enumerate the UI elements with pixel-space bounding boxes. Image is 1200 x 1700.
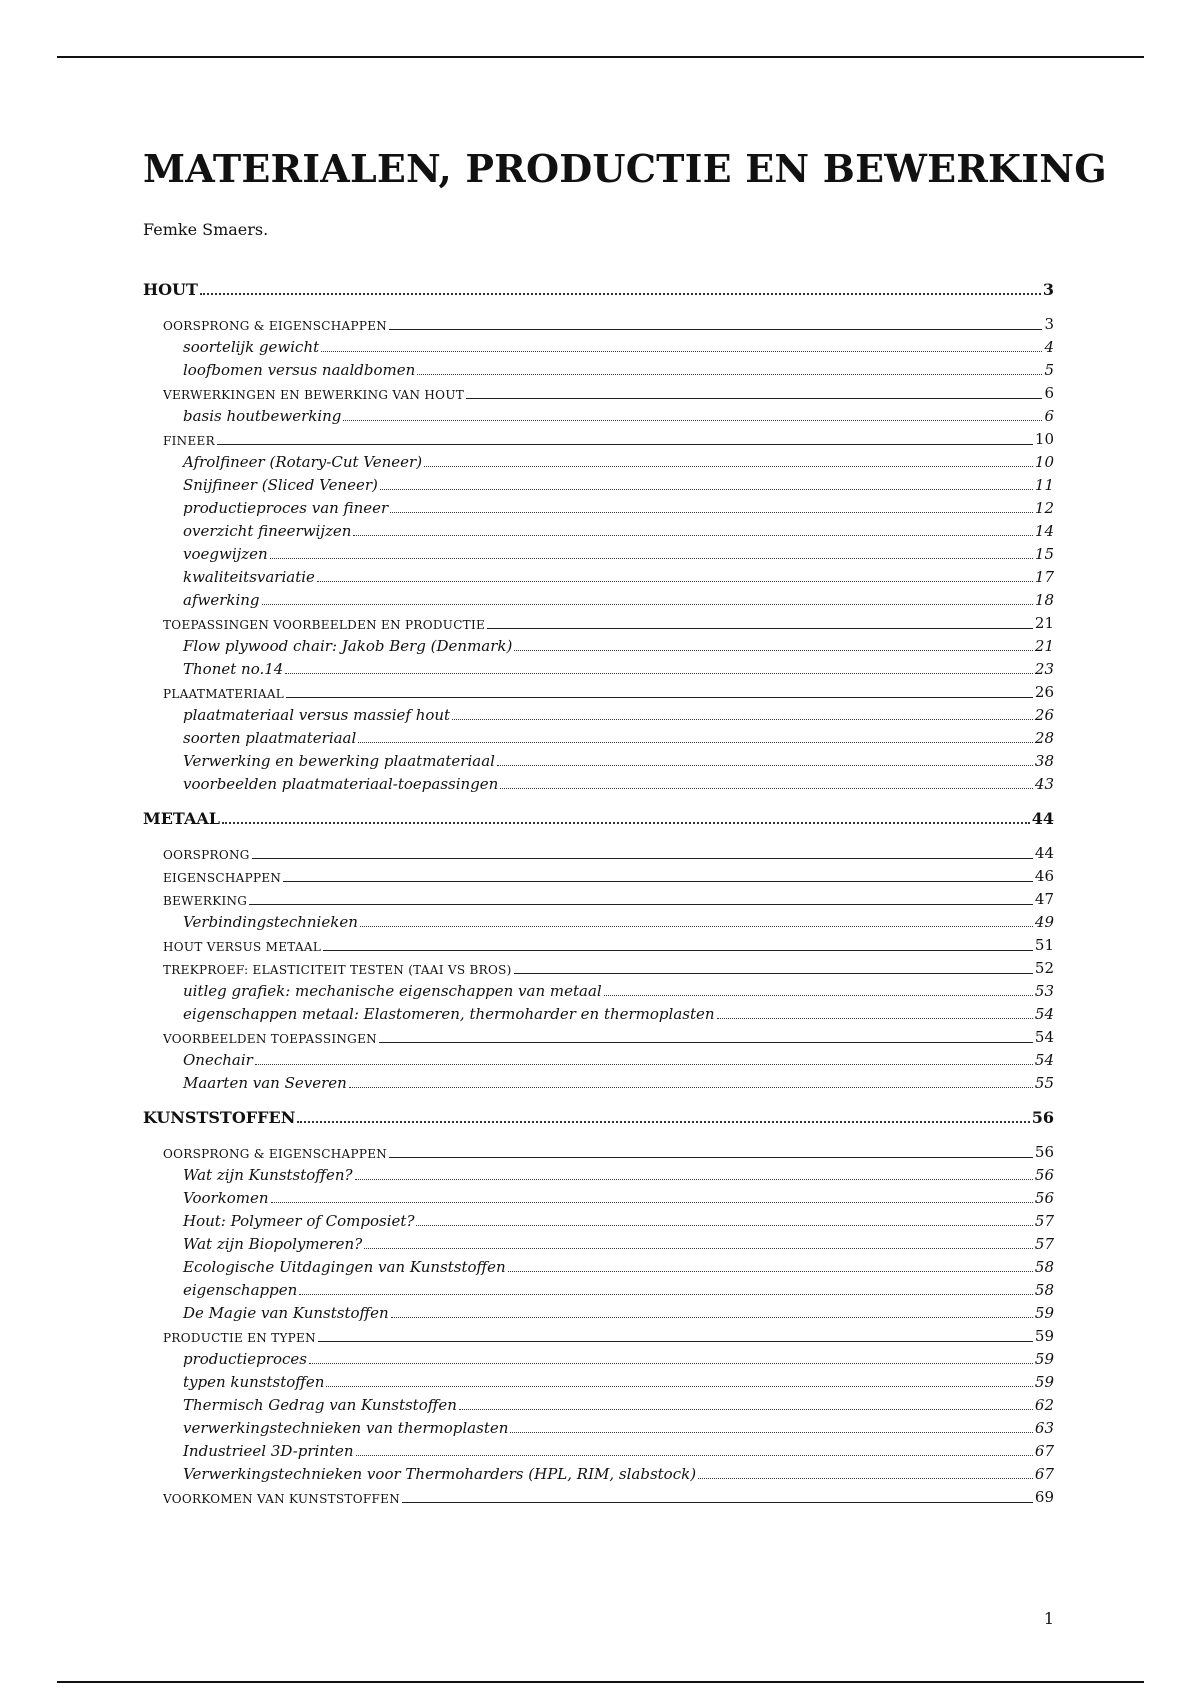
toc-entry-title: overzicht fineerwijzen [183,522,352,540]
toc-entry-page: 11 [1034,476,1054,494]
toc-entry-title: KUNSTSTOFFEN [143,1108,296,1127]
toc-entry-title: basis houtbewerking [183,407,342,425]
toc-entry-page: 52 [1034,959,1054,977]
toc-leader [309,1363,1033,1364]
toc-entry[interactable] [163,931,1054,953]
toc-entry-page: 44 [1031,809,1054,828]
toc-entry-page: 26 [1034,683,1054,701]
toc-entry[interactable] [163,839,1054,861]
toc-entry-title: uitleg grafiek: mechanische eigenschappen van metaal [183,982,602,1000]
toc-entry-page: 53 [1034,982,1054,1000]
toc-entry[interactable] [183,471,1054,493]
toc-leader [402,1502,1033,1503]
toc-entry[interactable] [163,1023,1054,1045]
toc-entry[interactable] [183,1414,1054,1436]
toc-entry-title: EIGENSCHAPPEN [163,871,282,885]
toc-entry[interactable] [163,1483,1054,1505]
toc-entry-page: 63 [1034,1419,1054,1437]
toc-entry-page: 18 [1034,591,1054,609]
toc-leader [459,1409,1033,1410]
toc-entry[interactable] [183,655,1054,677]
toc-entry[interactable] [183,1276,1054,1298]
toc-leader [323,950,1033,951]
toc-entry[interactable] [183,701,1054,723]
toc-entry[interactable] [183,402,1054,424]
toc-entry-title: FINEER [163,434,215,448]
toc-entry-page: 47 [1034,890,1054,908]
toc-entry[interactable] [183,977,1054,999]
toc-entry-page: 59 [1034,1350,1054,1368]
toc-entry[interactable] [163,885,1054,907]
toc-entry-page: 3 [1044,315,1054,333]
toc-entry-page: 57 [1034,1235,1054,1253]
toc-entry-title: Industrieel 3D-printen [183,1442,354,1460]
toc-entry-title: VOORBEELDEN TOEPASSINGEN [163,1032,377,1046]
toc-entry-page: 59 [1034,1304,1054,1322]
toc-leader [297,1121,1029,1123]
toc-leader [717,1018,1033,1019]
toc-entry-page: 15 [1034,545,1054,563]
toc-entry[interactable] [183,540,1054,562]
toc-entry-title: HOUT [143,280,198,299]
toc-leader [358,742,1033,743]
toc-entry-page: 38 [1034,752,1054,770]
toc-entry[interactable] [163,609,1054,631]
toc-entry-title: soortelijk gewicht [183,338,320,356]
toc-entry-title: TOEPASSINGEN VOORBEELDEN EN PRODUCTIE [163,618,486,632]
toc-leader [249,904,1033,905]
toc-leader [262,604,1033,605]
toc-entry-title: kwaliteitsvariatie [183,568,315,586]
toc-entry[interactable] [163,425,1054,447]
toc-leader [514,973,1033,974]
toc-entry[interactable] [183,1345,1054,1367]
toc-entry-title: Wat zijn Biopolymeren? [183,1235,363,1253]
toc-entry-title: eigenschappen [183,1281,298,1299]
toc-leader [353,535,1032,536]
toc-entry-title: Voorkomen [183,1189,269,1207]
toc-entry[interactable] [183,1253,1054,1275]
toc-leader [698,1478,1033,1479]
toc-leader [514,650,1033,651]
toc-entry-title: typen kunststoffen [183,1373,325,1391]
toc-entry-title: De Magie van Kunststoffen [183,1304,389,1322]
toc-leader [356,1455,1033,1456]
toc-entry-page: 46 [1034,867,1054,885]
toc-leader [379,1042,1033,1043]
toc-entry[interactable] [183,333,1054,355]
toc-entry[interactable] [163,379,1054,401]
toc-entry-title: plaatmateriaal versus massief hout [183,706,451,724]
toc-leader [252,858,1033,859]
toc-leader [466,398,1042,399]
toc-entry-page: 56 [1034,1143,1054,1161]
toc-entry-page: 10 [1034,453,1054,471]
toc-entry-title: productieproces van fineer [183,499,389,517]
toc-leader [217,444,1033,445]
toc-entry-page: 6 [1044,384,1054,402]
toc-entry-title: Afrolfineer (Rotary-Cut Veneer) [183,453,423,471]
toc-entry-title: Flow plywood chair: Jakob Berg (Denmark) [183,637,513,655]
toc-entry[interactable] [183,517,1054,539]
toc-entry-title: BEWERKING [163,894,248,908]
toc-leader [270,558,1033,559]
toc-entry[interactable] [183,1437,1054,1459]
toc-entry-page: 6 [1044,407,1054,425]
toc-entry-title: soorten plaatmateriaal [183,729,357,747]
toc-entry-page: 49 [1034,913,1054,931]
toc-entry-title: VERWERKINGEN EN BEWERKING VAN HOUT [163,388,465,402]
toc-leader [286,697,1033,698]
toc-entry[interactable] [143,276,1054,298]
toc-entry-page: 51 [1034,936,1054,954]
toc-entry[interactable] [183,1299,1054,1321]
toc-entry-page: 56 [1031,1108,1054,1127]
toc-entry-page: 28 [1034,729,1054,747]
toc-entry-title: OORSPRONG & EIGENSCHAPPEN [163,1147,388,1161]
toc-entry-page: 67 [1034,1442,1054,1460]
toc-entry-page: 5 [1044,361,1054,379]
toc-entry[interactable] [183,1046,1054,1068]
toc-entry[interactable] [183,724,1054,746]
toc-entry[interactable] [183,1391,1054,1413]
toc-entry-title: Verwerkingstechnieken voor Thermoharders (HPL, RIM, slabstock) [183,1465,697,1483]
toc-entry-title: Thonet no.14 [183,660,284,678]
toc-leader [487,628,1033,629]
toc-entry-title: HOUT VERSUS METAAL [163,940,322,954]
toc-entry-page: 17 [1034,568,1054,586]
toc-entry-page: 4 [1044,338,1054,356]
toc-leader [604,995,1033,996]
toc-entry-title: Ecologische Uitdagingen van Kunststoffen [183,1258,506,1276]
toc-leader [222,822,1030,824]
toc-entry-page: 21 [1034,637,1054,655]
toc-leader [317,581,1033,582]
toc-entry[interactable] [183,586,1054,608]
toc-leader [285,673,1033,674]
toc-entry-page: 62 [1034,1396,1054,1414]
toc-entry[interactable] [183,1069,1054,1091]
toc-entry-page: 59 [1034,1327,1054,1345]
toc-entry[interactable] [183,1368,1054,1390]
toc-entry[interactable] [183,1460,1054,1482]
toc-entry-title: PRODUCTIE EN TYPEN [163,1331,316,1345]
toc-entry[interactable] [143,805,1054,827]
toc-leader [389,329,1042,330]
toc-leader [299,1294,1033,1295]
toc-leader [452,719,1033,720]
toc-entry-page: 59 [1034,1373,1054,1391]
toc-entry-title: voegwijzen [183,545,268,563]
toc-entry-title: productieproces [183,1350,307,1368]
toc-leader [417,374,1042,375]
toc-entry[interactable] [183,908,1054,930]
toc-entry[interactable] [183,448,1054,470]
toc-entry-title: Verbindingstechnieken [183,913,358,931]
toc-entry-title: Maarten van Severen [183,1074,347,1092]
document-title: MATERIALEN, PRODUCTIE EN BEWERKING [143,146,1107,191]
toc-entry[interactable] [183,1230,1054,1252]
toc-entry[interactable] [163,954,1054,976]
toc-entry-page: 3 [1042,280,1054,299]
toc-leader [326,1386,1032,1387]
toc-leader [360,926,1033,927]
toc-entry[interactable] [163,310,1054,332]
toc-entry-page: 23 [1034,660,1054,678]
toc-entry[interactable] [183,632,1054,654]
toc-entry[interactable] [183,1184,1054,1206]
toc-entry-page: 56 [1034,1189,1054,1207]
toc-entry-page: 12 [1034,499,1054,517]
toc-entry-title: voorbeelden plaatmateriaal-toepassingen [183,775,499,793]
author-name: Femke Smaers. [143,220,269,239]
toc-entry-title: Hout: Polymeer of Composiet? [183,1212,415,1230]
toc-entry[interactable] [163,862,1054,884]
toc-entry-page: 10 [1034,430,1054,448]
toc-entry[interactable] [163,1322,1054,1344]
page-number: 1 [1043,1609,1054,1628]
toc-entry[interactable] [183,747,1054,769]
toc-leader [389,1157,1033,1158]
toc-leader [321,351,1042,352]
toc-leader [497,765,1033,766]
toc-entry[interactable] [183,1161,1054,1183]
toc-entry-page: 21 [1034,614,1054,632]
toc-entry-page: 56 [1034,1166,1054,1184]
toc-entry-page: 14 [1034,522,1054,540]
toc-entry-page: 26 [1034,706,1054,724]
toc-entry-title: TREKPROEF: ELASTICITEIT TESTEN (TAAI VS BROS) [163,963,512,977]
toc-leader [318,1341,1033,1342]
toc-entry-page: 55 [1034,1074,1054,1092]
toc-entry[interactable] [183,563,1054,585]
toc-leader [510,1432,1033,1433]
toc-entry-title: METAAL [143,809,221,828]
toc-entry-title: Thermisch Gedrag van Kunststoffen [183,1396,457,1414]
toc-entry-title: VOORKOMEN VAN KUNSTSTOFFEN [163,1492,400,1506]
toc-entry[interactable] [183,1000,1054,1022]
toc-entry-title: afwerking [183,591,260,609]
toc-leader [200,293,1041,295]
toc-entry-page: 69 [1034,1488,1054,1506]
toc-entry-title: verwerkingstechnieken van thermoplasten [183,1419,509,1437]
toc-leader [364,1248,1033,1249]
toc-entry-title: PLAATMATERIAAL [163,687,285,701]
toc-entry-title: Verwerking en bewerking plaatmateriaal [183,752,495,770]
toc-entry-title: OORSPRONG & EIGENSCHAPPEN [163,319,388,333]
toc-entry-title: Snijfineer (Sliced Veneer) [183,476,378,494]
toc-entry-page: 57 [1034,1212,1054,1230]
toc-leader [355,1179,1033,1180]
toc-entry[interactable] [183,770,1054,792]
toc-entry-title: Wat zijn Kunststoffen? [183,1166,353,1184]
toc-leader [255,1064,1033,1065]
toc-entry-page: 54 [1034,1051,1054,1069]
toc-leader [416,1225,1032,1226]
toc-entry-page: 54 [1034,1005,1054,1023]
toc-leader [343,420,1042,421]
toc-entry-page: 54 [1034,1028,1054,1046]
toc-entry[interactable] [163,678,1054,700]
toc-entry[interactable] [183,1207,1054,1229]
toc-entry[interactable] [163,1138,1054,1160]
toc-entry-page: 43 [1034,775,1054,793]
toc-leader [500,788,1033,789]
toc-entry-page: 58 [1034,1258,1054,1276]
toc-entry-title: eigenschappen metaal: Elastomeren, thermoharder en thermoplasten [183,1005,715,1023]
toc-leader [271,1202,1033,1203]
toc-leader [424,466,1033,467]
toc-entry-title: loofbomen versus naaldbomen [183,361,416,379]
toc-entry-title: Onechair [183,1051,253,1069]
toc-leader [508,1271,1033,1272]
toc-leader [380,489,1033,490]
toc-entry[interactable] [183,356,1054,378]
toc-leader [391,1317,1033,1318]
footer-rule [57,1681,1144,1683]
toc-entry-page: 67 [1034,1465,1054,1483]
toc-leader [390,512,1033,513]
toc-leader [283,881,1033,882]
toc-leader [349,1087,1033,1088]
toc-entry-title: OORSPRONG [163,848,250,862]
toc-entry-page: 44 [1034,844,1054,862]
toc-entry-page: 58 [1034,1281,1054,1299]
toc-entry[interactable] [143,1104,1054,1126]
toc-entry[interactable] [183,494,1054,516]
